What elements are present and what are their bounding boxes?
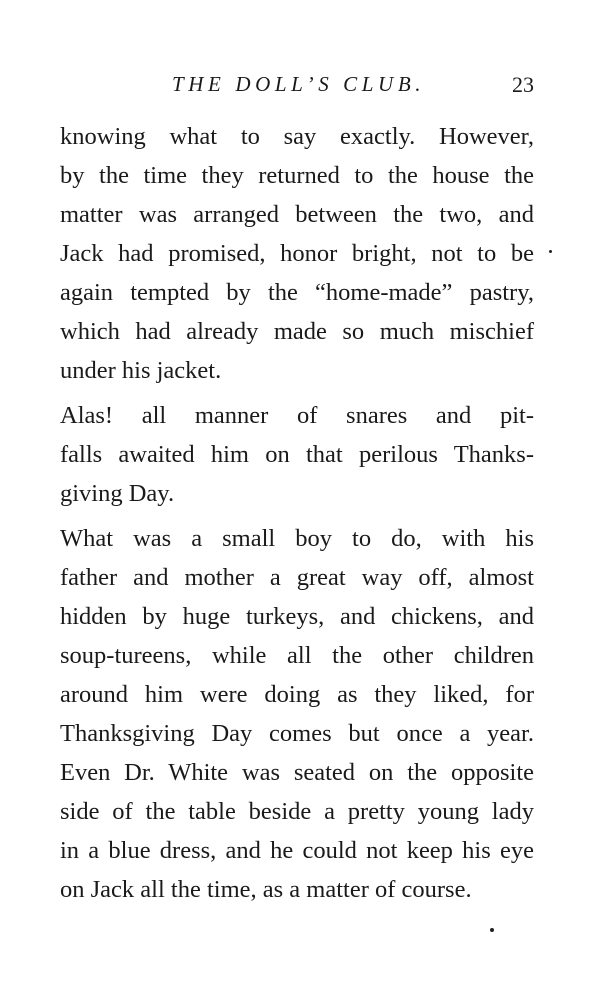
text-line: father and mother a great way off, almost [60, 564, 534, 591]
text-line: side of the table beside a pretty young lady [60, 798, 534, 825]
text-line: falls awaited him on that perilous Thanks- [60, 441, 534, 468]
ink-speck [490, 928, 494, 932]
text-line: around him were doing as they liked, for [60, 681, 534, 708]
page-number: 23 [512, 72, 534, 97]
paragraph-1 [60, 117, 534, 390]
ink-speck [549, 250, 552, 253]
text-line: in a blue dress, and he could not keep his eye [60, 837, 534, 864]
text-line: under his jacket. [60, 357, 222, 384]
paragraph-3 [60, 519, 534, 909]
text-line: by the time they returned to the house the [60, 162, 534, 189]
text-line: on Jack all the time, as a matter of course. [60, 876, 472, 903]
paragraph-2 [60, 396, 534, 513]
text-line: What was a small boy to do, with his [60, 525, 534, 552]
text-line: Even Dr. White was seated on the opposite [60, 759, 534, 786]
running-title: THE DOLL’S CLUB. [172, 72, 426, 96]
text-line: giving Day. [60, 480, 175, 507]
text-line: which had already made so much mischief [60, 318, 534, 345]
text-line: Jack had promised, honor bright, not to be [60, 240, 534, 267]
text-line: Alas! all manner of snares and pit- [60, 402, 534, 429]
text-line: soup-tureens, while all the other children [60, 642, 534, 669]
text-line: matter was arranged between the two, and [60, 201, 534, 228]
body-text [60, 117, 534, 915]
text-line: again tempted by the “home-made” pastry, [60, 279, 534, 306]
page-header [60, 72, 534, 104]
text-line: hidden by huge turkeys, and chickens, and [60, 603, 534, 630]
text-line: knowing what to say exactly. However, [60, 123, 534, 150]
text-line: Thanksgiving Day comes but once a year. [60, 720, 534, 747]
